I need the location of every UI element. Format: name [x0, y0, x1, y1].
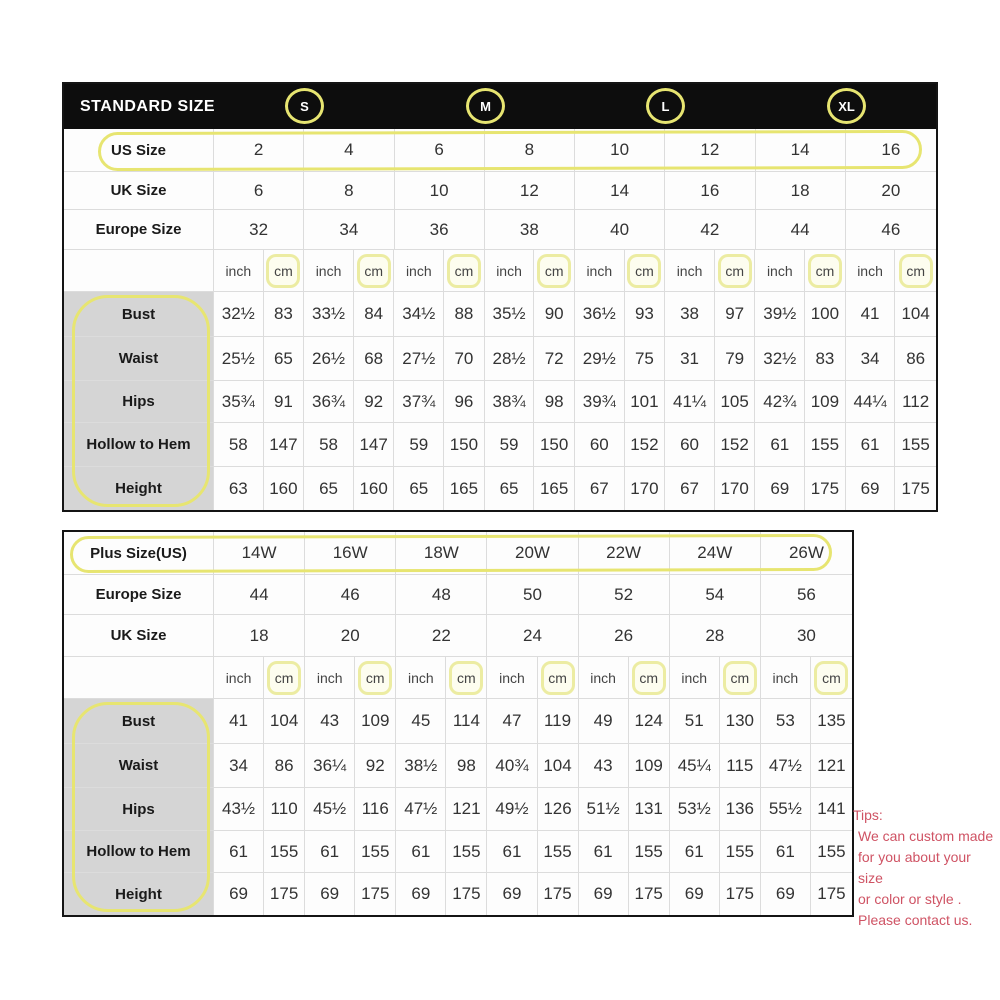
cm-value-cell: 75	[625, 337, 666, 380]
size-value-cell: 6	[395, 129, 485, 171]
size-value-cell: 14	[756, 129, 846, 171]
size-value-cell: 16	[881, 140, 901, 159]
unit-cm-cell	[446, 657, 487, 698]
unit-inch-cell: inch	[305, 657, 355, 698]
unit-cm-cell	[805, 250, 846, 291]
inch-value-cell: 69	[487, 873, 537, 915]
tips-line-4: Please contact us.	[858, 912, 973, 928]
measurement-row	[64, 292, 936, 337]
inch-value-cell: 39½	[755, 292, 805, 336]
size-row	[64, 615, 852, 657]
cm-value-cell: 165	[444, 467, 485, 510]
cm-highlight: cm	[266, 254, 300, 288]
inch-value-cell: 40¾	[487, 744, 537, 787]
cm-value-cell: 126	[538, 788, 579, 830]
inch-value-cell: 61	[846, 423, 896, 466]
inch-value-cell: 31	[665, 337, 715, 380]
size-value-cell: 50	[487, 575, 578, 614]
tips-line-3: or color or style .	[858, 891, 962, 907]
unit-inch-cell: inch	[304, 250, 354, 291]
inch-value-cell: 36½	[575, 292, 625, 336]
size-value-cell: 28	[670, 615, 761, 656]
inch-value-cell: 51	[670, 699, 720, 743]
inch-value-cell: 43	[305, 699, 355, 743]
inch-value-cell: 51½	[579, 788, 629, 830]
cm-value-cell: 155	[817, 841, 846, 861]
cm-highlight: cm	[723, 661, 757, 695]
cm-value-cell: 101	[625, 381, 666, 422]
size-badge-xl: XL	[827, 88, 866, 124]
cm-value-cell: 150	[444, 423, 485, 466]
size-value-cell: 6	[214, 172, 304, 209]
unit-cm-cell	[629, 657, 670, 698]
inch-value-cell: 47½	[761, 744, 811, 787]
inch-value-cell: 32½	[755, 337, 805, 380]
cm-value-cell: 91	[264, 381, 305, 422]
measurement-row	[64, 467, 936, 510]
size-badge-m: M	[466, 88, 505, 124]
unit-cm-cell	[355, 657, 396, 698]
cm-value-cell: 104	[264, 699, 305, 743]
measurement-label: Bust	[64, 699, 214, 743]
size-badge-l: L	[646, 88, 685, 124]
cm-value-cell: 175	[805, 467, 846, 510]
size-row-label: UK Size	[64, 172, 214, 209]
cm-value-cell: 175	[901, 478, 930, 498]
measurement-label: Bust	[64, 292, 214, 336]
inch-value-cell: 35¾	[214, 381, 264, 422]
cm-highlight: cm	[358, 661, 392, 695]
size-value-cell: 42	[665, 210, 755, 249]
cm-value-cell: 131	[629, 788, 670, 830]
unit-cm-cell	[264, 657, 305, 698]
inch-value-cell: 61	[755, 423, 805, 466]
cm-value-cell: 155	[629, 831, 670, 872]
size-value-cell: 22	[396, 615, 487, 656]
unit-cm-cell	[534, 250, 575, 291]
cm-value-cell: 175	[355, 873, 396, 915]
cm-value-cell: 114	[446, 699, 487, 743]
inch-value-cell: 61	[396, 831, 446, 872]
cm-value-cell: 110	[264, 788, 305, 830]
inch-value-cell: 45½	[305, 788, 355, 830]
cm-highlight: cm	[632, 661, 666, 695]
size-value-cell: 56	[796, 584, 816, 604]
inch-value-cell: 69	[755, 467, 805, 510]
inch-value-cell: 49	[579, 699, 629, 743]
inch-value-cell: 67	[665, 467, 715, 510]
size-value-cell: 20	[881, 180, 901, 200]
inch-value-cell: 33½	[304, 292, 354, 336]
inch-value-cell: 29½	[575, 337, 625, 380]
inch-value-cell: 34	[214, 744, 264, 787]
unit-cm-cell	[811, 657, 852, 698]
cm-highlight: cm	[718, 254, 752, 288]
inch-value-cell: 36¾	[304, 381, 354, 422]
cm-value-cell: 160	[264, 467, 305, 510]
cm-value-cell: 70	[444, 337, 485, 380]
inch-value-cell: 61	[487, 831, 537, 872]
cm-value-cell: 109	[805, 381, 846, 422]
measurement-row	[64, 831, 852, 873]
cm-value-cell: 170	[715, 467, 756, 510]
cm-highlight: cm	[449, 661, 483, 695]
cm-value-cell: 68	[354, 337, 395, 380]
unit-inch-cell: inch	[761, 657, 811, 698]
cm-value-cell: 152	[625, 423, 666, 466]
cm-value-cell: 115	[720, 744, 761, 787]
unit-row	[64, 657, 852, 699]
cm-value-cell: 155	[355, 831, 396, 872]
size-value-cell: 44	[756, 210, 846, 249]
tips-note	[853, 805, 999, 931]
size-value-cell: 12	[485, 172, 575, 209]
unit-inch-cell: inch	[485, 250, 535, 291]
unit-inch-cell: inch	[575, 250, 625, 291]
standard-size-rows	[64, 129, 936, 510]
cm-value-cell: 175	[629, 873, 670, 915]
measurement-row	[64, 337, 936, 381]
cm-value-cell: 155	[538, 831, 579, 872]
size-row-label: US Size	[64, 129, 214, 171]
cm-value-cell: 112	[902, 391, 930, 411]
inch-value-cell: 67	[575, 467, 625, 510]
cm-value-cell: 98	[534, 381, 575, 422]
inch-value-cell: 32½	[214, 292, 264, 336]
size-value-cell: 30	[796, 625, 816, 645]
cm-value-cell: 116	[355, 788, 396, 830]
size-value-cell: 18	[214, 615, 305, 656]
standard-size-header	[64, 84, 936, 129]
size-value-cell: 4	[304, 129, 394, 171]
size-value-cell: 20W	[487, 532, 578, 574]
inch-value-cell: 43	[579, 744, 629, 787]
cm-value-cell: 88	[444, 292, 485, 336]
size-value-cell: 46	[305, 575, 396, 614]
cm-highlight: cm	[537, 254, 571, 288]
inch-value-cell: 38	[665, 292, 715, 336]
cm-highlight: cm	[447, 254, 481, 288]
cm-value-cell: 65	[264, 337, 305, 380]
size-value-cell: 54	[670, 575, 761, 614]
size-value-cell: 20	[305, 615, 396, 656]
size-row	[64, 575, 852, 615]
measurement-row	[64, 744, 852, 788]
tips-line-1: We can custom made	[858, 828, 994, 844]
cm-value-cell: 155	[901, 434, 930, 454]
cm-highlight: cm	[357, 254, 391, 288]
cm-value-cell: 175	[817, 884, 846, 903]
cm-highlight: cm	[541, 661, 575, 695]
inch-value-cell: 53	[761, 699, 811, 743]
unit-inch-cell: inch	[579, 657, 629, 698]
cm-value-cell: 155	[720, 831, 761, 872]
size-value-cell: 16W	[305, 532, 396, 574]
cm-value-cell: 104	[538, 744, 579, 787]
size-value-cell: 48	[396, 575, 487, 614]
inch-value-cell: 69	[670, 873, 720, 915]
size-row-label: Plus Size(US)	[64, 532, 214, 574]
cm-value-cell: 83	[264, 292, 305, 336]
unit-inch-cell: inch	[670, 657, 720, 698]
inch-value-cell: 60	[575, 423, 625, 466]
inch-value-cell: 60	[665, 423, 715, 466]
cm-highlight: cm	[627, 254, 661, 288]
unit-inch-cell: inch	[214, 657, 264, 698]
size-row	[64, 210, 936, 250]
cm-value-cell: 135	[817, 711, 846, 730]
size-value-cell: 44	[214, 575, 305, 614]
cm-value-cell: 152	[715, 423, 756, 466]
inch-value-cell: 45	[396, 699, 446, 743]
unit-cm-cell	[895, 250, 936, 291]
size-value-cell: 16	[665, 172, 755, 209]
size-value-cell: 14	[575, 172, 665, 209]
inch-value-cell: 39¾	[575, 381, 625, 422]
measurement-label: Height	[64, 873, 214, 915]
cm-value-cell: 147	[264, 423, 305, 466]
size-value-cell: 14W	[214, 532, 305, 574]
inch-value-cell: 65	[304, 467, 354, 510]
measurement-row	[64, 699, 852, 744]
measurement-label: Hips	[64, 381, 214, 422]
measurement-row	[64, 423, 936, 467]
inch-value-cell: 63	[214, 467, 264, 510]
cm-value-cell: 170	[625, 467, 666, 510]
inch-value-cell: 61	[214, 831, 264, 872]
cm-value-cell: 147	[354, 423, 395, 466]
inch-value-cell: 61	[761, 831, 811, 872]
cm-highlight: cm	[267, 661, 301, 695]
cm-value-cell: 175	[538, 873, 579, 915]
measurement-row	[64, 381, 936, 423]
cm-value-cell: 79	[715, 337, 756, 380]
inch-value-cell: 69	[214, 873, 264, 915]
unit-inch-cell: inch	[846, 250, 896, 291]
inch-value-cell: 61	[670, 831, 720, 872]
size-value-cell: 26W	[788, 543, 824, 562]
inch-value-cell: 41	[846, 292, 896, 336]
cm-value-cell: 96	[444, 381, 485, 422]
inch-value-cell: 27½	[394, 337, 444, 380]
cm-value-cell: 109	[355, 699, 396, 743]
unit-row	[64, 250, 936, 292]
inch-value-cell: 59	[485, 423, 535, 466]
inch-value-cell: 61	[305, 831, 355, 872]
inch-value-cell: 69	[761, 873, 811, 915]
cm-value-cell: 93	[625, 292, 666, 336]
unit-inch-cell: inch	[665, 250, 715, 291]
unit-cm-cell	[264, 250, 305, 291]
cm-value-cell: 90	[534, 292, 575, 336]
size-badge-s: S	[285, 88, 324, 124]
size-value-cell: 26	[579, 615, 670, 656]
inch-value-cell: 41¼	[665, 381, 715, 422]
size-row-label: Europe Size	[64, 210, 214, 249]
size-row	[64, 129, 936, 172]
cm-value-cell: 104	[901, 304, 930, 323]
size-row-label: UK Size	[64, 615, 214, 656]
cm-value-cell: 150	[534, 423, 575, 466]
measurement-label: Waist	[64, 337, 214, 380]
inch-value-cell: 61	[579, 831, 629, 872]
inch-value-cell: 43½	[214, 788, 264, 830]
inch-value-cell: 55½	[761, 788, 811, 830]
size-row-label: Europe Size	[64, 575, 214, 614]
cm-value-cell: 155	[805, 423, 846, 466]
unit-row-label	[64, 250, 214, 291]
measurement-label: Height	[64, 467, 214, 510]
cm-value-cell: 98	[446, 744, 487, 787]
cm-value-cell: 121	[817, 755, 846, 775]
plus-size-rows	[64, 532, 852, 915]
inch-value-cell: 28½	[485, 337, 535, 380]
inch-value-cell: 65	[485, 467, 535, 510]
plus-size-table	[62, 530, 854, 917]
cm-value-cell: 119	[538, 699, 579, 743]
cm-value-cell: 97	[715, 292, 756, 336]
cm-value-cell: 84	[354, 292, 395, 336]
cm-highlight: cm	[808, 254, 842, 288]
unit-cm-cell	[444, 250, 485, 291]
unit-cm-cell	[354, 250, 395, 291]
inch-value-cell: 34½	[394, 292, 444, 336]
cm-value-cell: 83	[805, 337, 846, 380]
cm-value-cell: 86	[264, 744, 305, 787]
unit-inch-cell: inch	[755, 250, 805, 291]
unit-row-label	[64, 657, 214, 698]
cm-value-cell: 86	[906, 348, 926, 368]
inch-value-cell: 37¾	[394, 381, 444, 422]
inch-value-cell: 25½	[214, 337, 264, 380]
size-value-cell: 18W	[396, 532, 487, 574]
inch-value-cell: 45¼	[670, 744, 720, 787]
inch-value-cell: 69	[305, 873, 355, 915]
cm-value-cell: 72	[534, 337, 575, 380]
inch-value-cell: 38¾	[485, 381, 535, 422]
size-value-cell: 12	[665, 129, 755, 171]
unit-cm-cell	[720, 657, 761, 698]
size-value-cell: 24	[487, 615, 578, 656]
inch-value-cell: 42¾	[755, 381, 805, 422]
inch-value-cell: 59	[394, 423, 444, 466]
unit-inch-cell: inch	[394, 250, 444, 291]
size-value-cell: 10	[395, 172, 485, 209]
inch-value-cell: 49½	[487, 788, 537, 830]
measurement-label: Hollow to Hem	[64, 423, 214, 466]
cm-value-cell: 155	[446, 831, 487, 872]
measurement-label: Hips	[64, 788, 214, 830]
cm-value-cell: 130	[720, 699, 761, 743]
size-value-cell: 10	[575, 129, 665, 171]
cm-value-cell: 175	[264, 873, 305, 915]
inch-value-cell: 58	[214, 423, 264, 466]
size-value-cell: 46	[881, 219, 901, 239]
size-value-cell: 18	[756, 172, 846, 209]
inch-value-cell: 58	[304, 423, 354, 466]
tips-line-2: for you about your size	[858, 849, 971, 886]
unit-cm-cell	[715, 250, 756, 291]
size-value-cell: 52	[579, 575, 670, 614]
inch-value-cell: 36¼	[305, 744, 355, 787]
cm-value-cell: 141	[817, 799, 846, 818]
unit-cm-cell	[625, 250, 666, 291]
cm-value-cell: 160	[354, 467, 395, 510]
cm-highlight: cm	[899, 254, 933, 288]
cm-value-cell: 165	[534, 467, 575, 510]
cm-value-cell: 92	[354, 381, 395, 422]
size-value-cell: 36	[395, 210, 485, 249]
measurement-label: Waist	[64, 744, 214, 787]
size-value-cell: 38	[485, 210, 575, 249]
cm-value-cell: 175	[446, 873, 487, 915]
inch-value-cell: 47	[487, 699, 537, 743]
inch-value-cell: 26½	[304, 337, 354, 380]
cm-value-cell: 121	[446, 788, 487, 830]
inch-value-cell: 65	[394, 467, 444, 510]
cm-value-cell: 155	[264, 831, 305, 872]
inch-value-cell: 44¼	[846, 381, 896, 422]
unit-cm-cell	[538, 657, 579, 698]
size-value-cell: 34	[304, 210, 394, 249]
size-row	[64, 532, 852, 575]
cm-value-cell: 124	[629, 699, 670, 743]
unit-inch-cell: inch	[487, 657, 537, 698]
inch-value-cell: 34	[846, 337, 896, 380]
inch-value-cell: 53½	[670, 788, 720, 830]
size-value-cell: 32	[214, 210, 304, 249]
cm-value-cell: 100	[805, 292, 846, 336]
unit-inch-cell: inch	[396, 657, 446, 698]
size-row	[64, 172, 936, 210]
cm-value-cell: 109	[629, 744, 670, 787]
cm-value-cell: 136	[720, 788, 761, 830]
inch-value-cell: 41	[214, 699, 264, 743]
measurement-label: Hollow to Hem	[64, 831, 214, 872]
cm-value-cell: 92	[355, 744, 396, 787]
cm-value-cell: 105	[715, 381, 756, 422]
measurement-row	[64, 788, 852, 831]
measurement-row	[64, 873, 852, 915]
size-value-cell: 22W	[579, 532, 670, 574]
size-value-cell: 8	[304, 172, 394, 209]
standard-size-title: STANDARD SIZE	[80, 97, 216, 115]
inch-value-cell: 35½	[485, 292, 535, 336]
cm-value-cell: 175	[720, 873, 761, 915]
inch-value-cell: 38½	[396, 744, 446, 787]
size-value-cell: 24W	[670, 532, 761, 574]
tips-title: Tips:	[853, 807, 883, 823]
inch-value-cell: 47½	[396, 788, 446, 830]
unit-inch-cell: inch	[214, 250, 264, 291]
size-value-cell: 40	[575, 210, 665, 249]
inch-value-cell: 69	[396, 873, 446, 915]
cm-highlight: cm	[814, 661, 848, 695]
inch-value-cell: 69	[846, 467, 896, 510]
size-value-cell: 2	[214, 129, 304, 171]
size-value-cell: 8	[485, 129, 575, 171]
standard-size-table	[62, 82, 938, 512]
inch-value-cell: 69	[579, 873, 629, 915]
